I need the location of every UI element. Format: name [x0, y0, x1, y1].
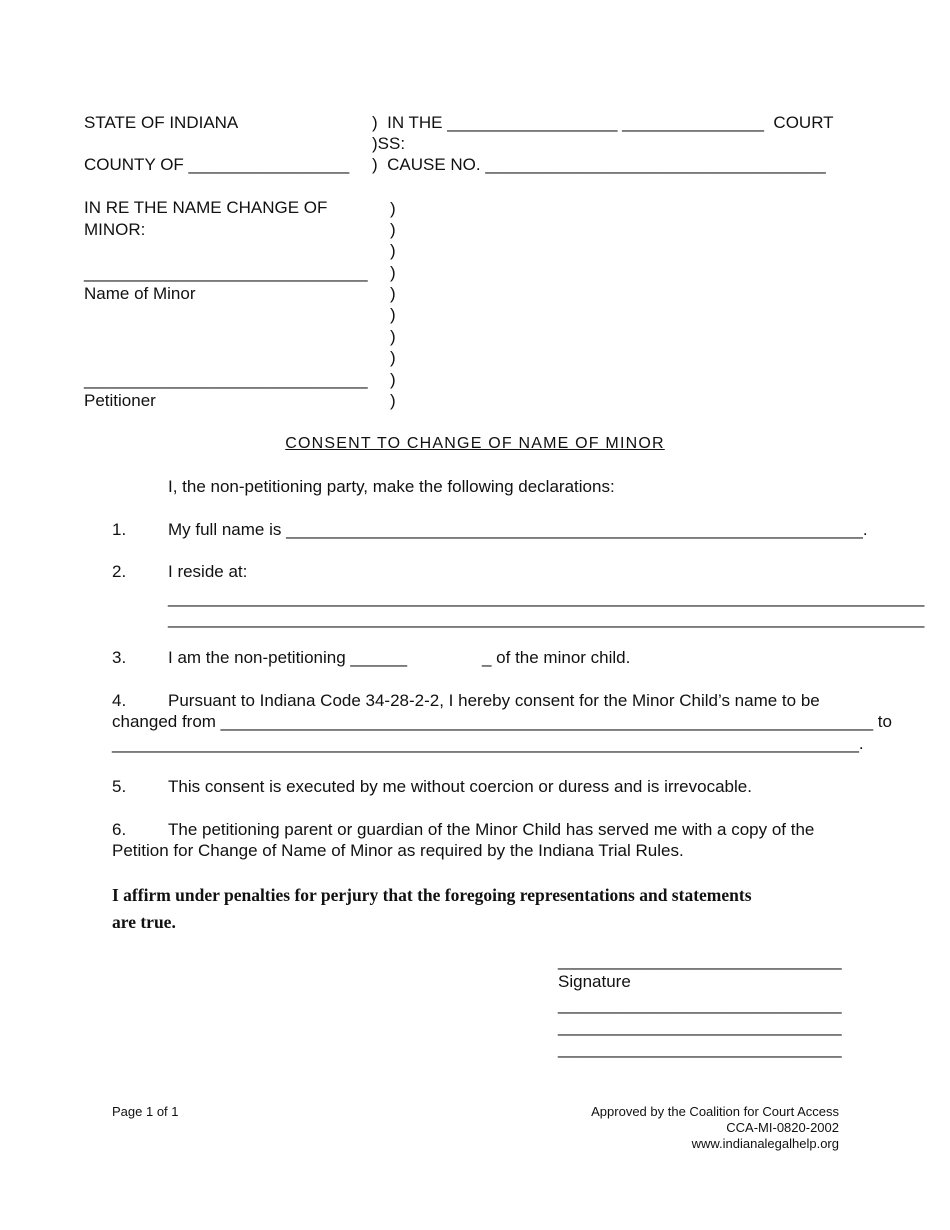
website-link[interactable]: www.indianalegalhelp.org — [691, 1136, 839, 1151]
intro-text: I, the non-petitioning party, make the following declarations: — [168, 477, 615, 496]
state-label: STATE OF INDIANA — [84, 113, 239, 132]
caption-paren: ) — [390, 391, 396, 410]
caption-paren: ) — [390, 263, 396, 282]
approval-note: Approved by the Coalition for Court Access — [591, 1104, 839, 1119]
item-consent-line2: changed from _____________________________________________________________________ to — [112, 712, 892, 731]
name-of-minor-label: Name of Minor — [84, 284, 196, 303]
petitioner-field: ______________________________ — [84, 370, 368, 389]
item-consent-line3: _______________________________________________________________________________. — [112, 734, 864, 753]
item-number: 6. — [112, 820, 127, 839]
affirmation-line1: I affirm under penalties for perjury that the foregoing representations and statements — [112, 885, 752, 905]
caption-paren: ) — [390, 199, 396, 218]
form-code: CCA-MI-0820-2002 — [726, 1120, 839, 1135]
residence-line-2: ________________________________________________________________________________ — [168, 609, 925, 628]
item-consent: Pursuant to Indiana Code 34-28-2-2, I hereby consent for the Minor Child’s name to be — [168, 691, 820, 710]
item-number: 4. — [112, 691, 127, 710]
in-re-minor: MINOR: — [84, 220, 146, 239]
document-title: CONSENT TO CHANGE OF NAME OF MINOR — [285, 435, 665, 452]
in-re-heading: IN RE THE NAME CHANGE OF — [84, 198, 328, 217]
residence-line-1: ________________________________________________________________________________ — [168, 588, 925, 607]
signature-field: ______________________________ — [558, 951, 842, 970]
item-number: 5. — [112, 777, 127, 796]
cause-number-line: ) CAUSE NO. ____________________________________ — [372, 155, 826, 174]
petitioner-label: Petitioner — [84, 391, 156, 410]
signature-label: Signature — [558, 972, 631, 991]
ss-marker: )SS: — [372, 134, 406, 153]
item-served: The petitioning parent or guardian of the Minor Child has served me with a copy of the — [168, 820, 815, 839]
caption-paren: ) — [390, 370, 396, 389]
item-irrevocable: This consent is executed by me without coercion or duress and is irrevocable. — [168, 777, 752, 796]
item-full-name: My full name is _____________________________________________________________. — [168, 520, 868, 539]
signer-info-line: ______________________________ — [558, 1017, 842, 1036]
caption-paren: ) — [390, 284, 396, 303]
page-number: Page 1 of 1 — [112, 1104, 179, 1119]
item-number: 3. — [112, 648, 127, 667]
item-residence: I reside at: — [168, 562, 248, 581]
caption-paren: ) — [390, 241, 396, 260]
county-line: COUNTY OF _________________ — [84, 155, 350, 174]
court-line: ) IN THE __________________ _______________ COURT — [372, 113, 834, 132]
item-number: 2. — [112, 562, 127, 581]
caption-paren: ) — [390, 220, 396, 239]
item-relationship-end: _ of the minor child. — [482, 648, 631, 667]
item-served-line2: Petition for Change of Name of Minor as required by the Indiana Trial Rules. — [112, 841, 684, 860]
signer-info-line: ______________________________ — [558, 1039, 842, 1058]
affirmation-line2: are true. — [112, 912, 176, 932]
signer-info-line: ______________________________ — [558, 995, 842, 1014]
caption-paren: ) — [390, 348, 396, 367]
minor-name-field: ______________________________ — [84, 263, 368, 282]
caption-paren: ) — [390, 305, 396, 324]
item-number: 1. — [112, 520, 127, 539]
item-relationship: I am the non-petitioning ______ — [168, 648, 408, 667]
caption-paren: ) — [390, 327, 396, 346]
